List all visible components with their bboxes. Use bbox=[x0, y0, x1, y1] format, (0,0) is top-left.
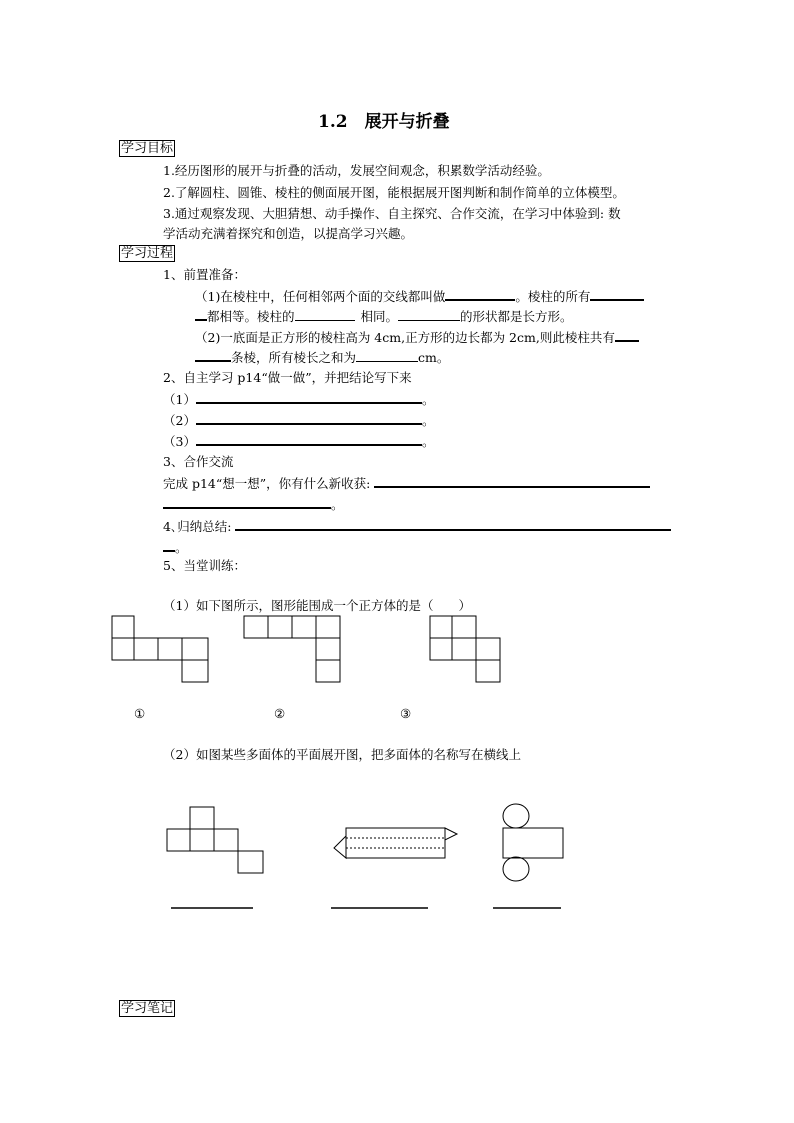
goal-item-4: 学活动充满着探究和创造，以提高学习兴趣。 bbox=[163, 226, 414, 241]
q1-text-e: 的形状都是长方形。 bbox=[460, 309, 573, 324]
period: 。 bbox=[175, 540, 188, 555]
exercise-1-prompt: （1）如下图所示，图形能围成一个正方体的是（ ） bbox=[163, 598, 471, 613]
self-study-title: 2、自主学习 p14“做一做”，并把结论写下来 bbox=[163, 370, 412, 385]
q2-text-b: 条棱，所有棱长之和为 bbox=[231, 350, 357, 365]
period: 。 bbox=[331, 497, 344, 512]
figure-label-1: ① bbox=[134, 706, 146, 721]
figure-label-2: ② bbox=[274, 706, 286, 721]
polyhedron-net-cube bbox=[167, 807, 263, 873]
cube-net-2 bbox=[244, 616, 340, 682]
item-number: （2） bbox=[163, 413, 196, 428]
cube-net-3 bbox=[430, 616, 500, 682]
q1-text-c: 都相等。棱柱的 bbox=[207, 309, 295, 324]
prep-title: 1、前置准备： bbox=[163, 267, 246, 282]
period: 。 bbox=[421, 434, 435, 449]
cube-net-1 bbox=[112, 616, 208, 682]
polyhedron-net-cylinder bbox=[503, 804, 563, 881]
section-label-process: 学习过程 bbox=[121, 246, 174, 261]
period: 。 bbox=[421, 413, 435, 428]
q2-text-a: （2)一底面是正方形的棱柱高为 4cm,正方形的边长都为 2cm,则此棱柱共有 bbox=[195, 330, 615, 345]
exercise-2-prompt: （2）如图某些多面体的平面展开图，把多面体的名称写在横线上 bbox=[163, 747, 521, 762]
q1-text-d: 相同。 bbox=[360, 309, 399, 324]
page-title: 1.2 展开与折叠 bbox=[318, 112, 450, 132]
goal-item-2: 2.了解圆柱、圆锥、棱柱的侧面展开图，能根据展开图判断和制作简单的立体模型。 bbox=[163, 185, 625, 200]
q2-text-c: cm。 bbox=[418, 350, 450, 365]
q1-text-a: （1)在棱柱中，任何相邻两个面的交线都叫做 bbox=[195, 289, 446, 304]
section-label-goals: 学习目标 bbox=[121, 141, 174, 156]
goal-item-3: 3.通过观察发现、大胆猜想、动手操作、自主探究、合作交流，在学习中体验到: 数 bbox=[163, 206, 621, 221]
item-number: （3） bbox=[163, 434, 196, 449]
period: 。 bbox=[421, 392, 435, 407]
coop-title: 3、合作交流 bbox=[163, 454, 234, 469]
polyhedron-net-prism bbox=[334, 828, 457, 858]
q1-text-b: 。棱柱的所有 bbox=[515, 289, 591, 304]
figure-label-3: ③ bbox=[400, 706, 412, 721]
section-label-notes: 学习笔记 bbox=[121, 1001, 174, 1016]
summary-text: 4､归纳总结: bbox=[163, 519, 236, 534]
item-number: （1） bbox=[163, 392, 196, 407]
goal-item-1: 1.经历图形的展开与折叠的活动，发展空间观念，积累数学活动经验。 bbox=[163, 163, 550, 178]
coop-text: 完成 p14“想一想”，你有什么新收获: bbox=[163, 476, 375, 491]
practice-title: 5、当堂训练： bbox=[163, 558, 246, 573]
